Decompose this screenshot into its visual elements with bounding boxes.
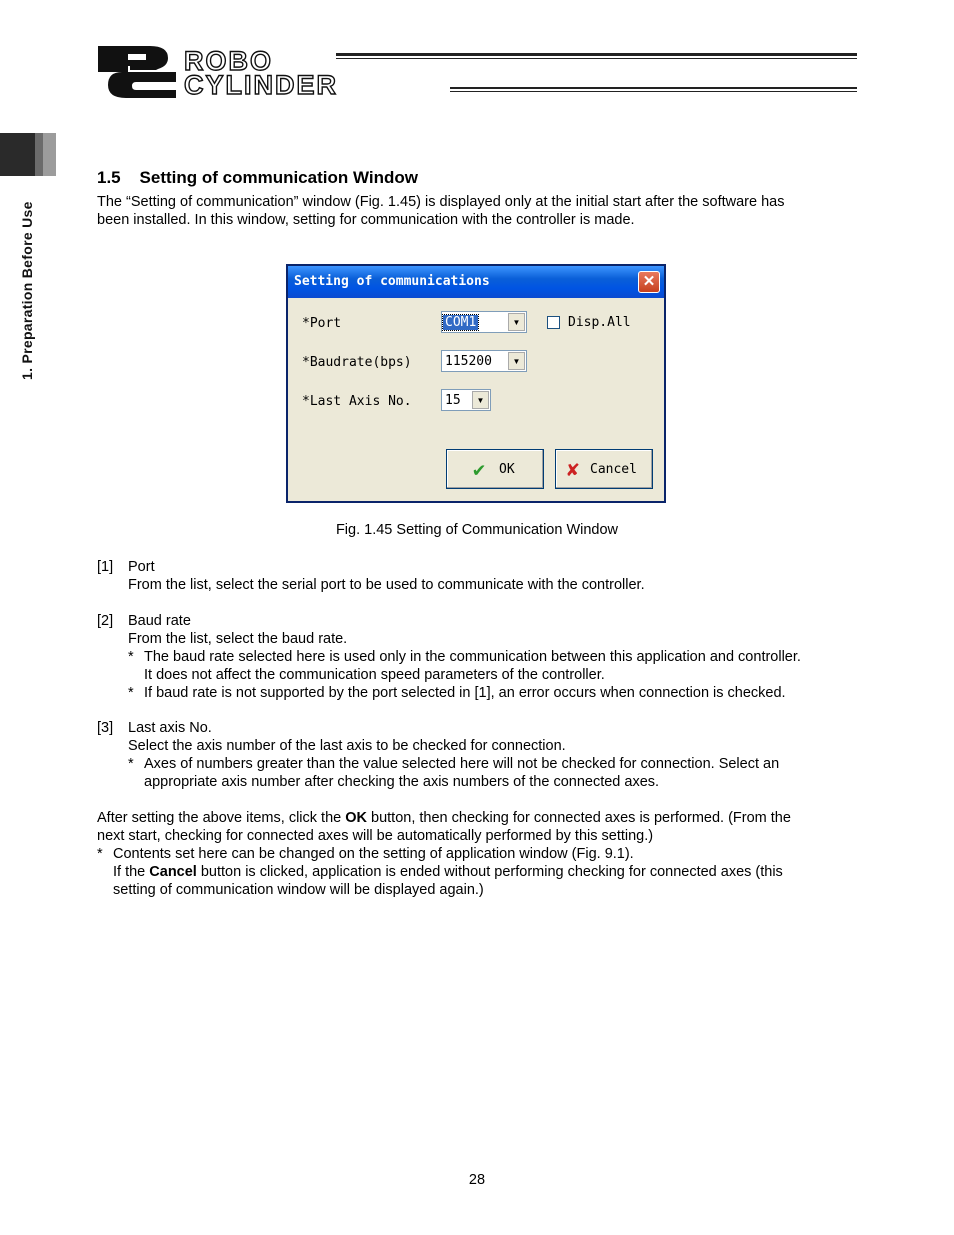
closing-note-line-2 (113, 863, 858, 881)
closing-note-line-2-pre: If the (113, 864, 150, 880)
header-rule-bottom-thin (450, 91, 857, 92)
disp-all-label: Disp.All (568, 315, 631, 330)
figure-caption: Fig. 1.45 Setting of Communication Window (335, 522, 619, 538)
item-2-note-1-line-1: The baud rate selected here is used only in the communication between this application and controller. (144, 649, 801, 665)
logo-robo-text: ROBO (184, 46, 273, 76)
header-rule-top-thin (336, 58, 857, 59)
closing-note-asterisk: * (97, 846, 103, 862)
item-3-title: Last axis No. (128, 720, 212, 736)
cross-icon: ✘ (567, 457, 580, 481)
side-tab-marker-shade (35, 133, 43, 176)
ok-button-label: OK (499, 462, 515, 477)
note-asterisk: * (128, 685, 134, 701)
baudrate-combo[interactable] (441, 350, 527, 372)
close-button[interactable] (638, 271, 660, 293)
chevron-down-icon[interactable]: ▼ (508, 352, 525, 370)
closing-line-1-post: button, then checking for connected axes is performed. (From the (366, 810, 791, 826)
note-asterisk: * (128, 649, 134, 665)
item-2-number: [2] (97, 613, 114, 629)
communication-dialog (286, 264, 666, 503)
chevron-down-icon[interactable]: ▼ (508, 313, 525, 331)
cancel-button[interactable] (555, 449, 653, 489)
item-2-note-2-line-1: If baud rate is not supported by the port selected in [1], an error occurs when connection is checked. (144, 685, 786, 701)
item-1-title: Port (128, 559, 155, 575)
rc-logo-mark (96, 44, 178, 100)
cancel-button-label: Cancel (590, 462, 637, 477)
item-1-number: [1] (97, 559, 114, 575)
item-3-note-1-line-1: Axes of numbers greater than the value selected here will not be checked for connection. Select an (144, 756, 780, 772)
close-icon: ✕ (642, 273, 656, 290)
closing-note-line-3: setting of communication window will be displayed again.) (113, 882, 484, 898)
item-2-description: From the list, select the baud rate. (128, 631, 348, 647)
chevron-down-icon[interactable]: ▼ (472, 391, 489, 409)
last-axis-combo[interactable] (441, 389, 491, 411)
closing-line-1-pre: After setting the above items, click the (97, 810, 346, 826)
dialog-title: Setting of communications (294, 274, 490, 289)
side-tab-marker (0, 133, 35, 176)
page-number: 28 (468, 1172, 486, 1188)
section-heading: 1.5 Setting of communication Window (97, 168, 418, 187)
item-3-note-1-line-2: appropriate axis number after checking the axis numbers of the connected axes. (144, 774, 660, 790)
header-rule-bottom (450, 87, 857, 89)
side-tab-marker-shade-light (43, 133, 56, 176)
ok-button[interactable] (446, 449, 544, 489)
closing-ok-bold: OK (345, 810, 367, 826)
logo-cylinder-text: CYLINDER (184, 70, 339, 100)
port-combo[interactable] (441, 311, 527, 333)
item-3-description: Select the axis number of the last axis to be checked for connection. (128, 738, 566, 754)
port-value: COM1 (445, 315, 477, 330)
disp-all-checkbox[interactable] (547, 316, 560, 329)
closing-cancel-bold: Cancel (149, 864, 197, 880)
intro-line-1: The “Setting of communication” window (Fig. 1.45) is displayed only at the initial start after the software has (97, 194, 785, 210)
header-rule-top (336, 53, 857, 56)
note-asterisk: * (128, 756, 134, 772)
dialog-titlebar[interactable] (288, 266, 664, 298)
chapter-side-label: 1. Preparation Before Use (19, 201, 35, 380)
item-2-note-1-line-2: It does not affect the communication speed parameters of the controller. (144, 667, 605, 683)
item-1-description: From the list, select the serial port to be used to communicate with the controller. (128, 577, 645, 593)
intro-line-2: been installed. In this window, setting for communication with the controller is made. (97, 212, 635, 228)
closing-line-2: next start, checking for connected axes will be automatically performed by this setting.) (97, 828, 654, 844)
baudrate-value: 115200 (445, 354, 492, 369)
closing-note-line-2-post: button is clicked, application is ended without performing checking for connected axes (this (196, 864, 783, 880)
item-2-title: Baud rate (128, 613, 191, 629)
closing-note-line-1: Contents set here can be changed on the setting of application window (Fig. 9.1). (113, 846, 634, 862)
last-axis-label: *Last Axis No. (302, 394, 412, 409)
last-axis-value: 15 (445, 393, 461, 408)
check-icon: ✔ (473, 457, 486, 481)
port-label: *Port (302, 316, 342, 331)
closing-line-1 (97, 809, 857, 827)
baudrate-label: *Baudrate(bps) (302, 355, 412, 370)
item-3-number: [3] (97, 720, 114, 736)
